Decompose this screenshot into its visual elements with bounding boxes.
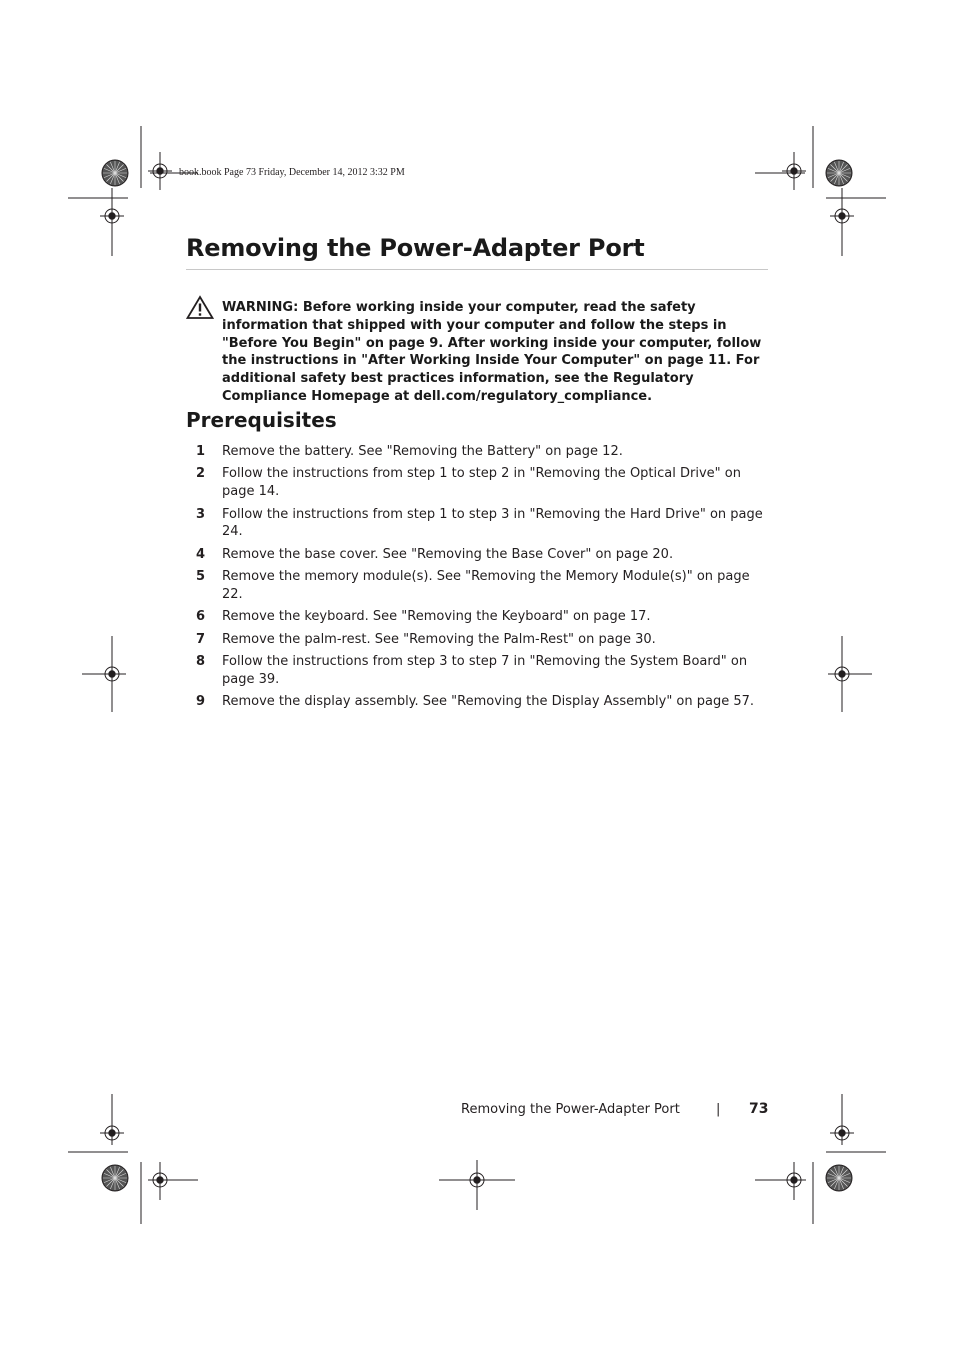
step-text: Follow the instructions from step 1 to step 3 in "Removing the Hard Drive" on page 24. (222, 506, 763, 540)
step-text: Follow the instructions from step 3 to step 7 in "Removing the System Board" on page 39. (222, 654, 748, 687)
step-number: 1 (196, 444, 206, 459)
list-item (186, 465, 768, 501)
step-number: 4 (196, 546, 206, 562)
page-title: Removing the Power-Adapter Port (186, 234, 645, 262)
footer-separator: | (716, 1102, 721, 1117)
list-item (186, 443, 768, 461)
prerequisites-heading: Prerequisites (186, 408, 337, 432)
list-item (186, 546, 768, 564)
warning-triangle-icon (186, 295, 214, 324)
step-number: 8 (196, 654, 206, 670)
warning-text: WARNING: Before working inside your computer, read the safety information that shipped with your computer and follow the steps in "Before You Begin" on page 9. After working inside your computer, follow the instructions in "After Working Inside Your Computer" on page 11. For additional safety best practices information, see the Regulatory Compliance Homepage at dell.com/regulatory_compliance. (222, 300, 762, 404)
footer-section-title: Removing the Power-Adapter Port (461, 1102, 680, 1117)
step-text: Remove the memory module(s). See "Removing the Memory Module(s)" on page 22. (222, 569, 750, 602)
list-item (186, 631, 768, 649)
list-item (186, 568, 768, 604)
list-item (186, 653, 768, 689)
step-number: 9 (196, 694, 206, 710)
step-text: Remove the base cover. See "Removing the Base Cover" on page 20. (222, 546, 674, 562)
step-number: 7 (196, 631, 206, 647)
step-text: Follow the instructions from step 1 to step 2 in "Removing the Optical Drive" on page 14. (222, 466, 741, 500)
step-text: Remove the keyboard. See "Removing the Keyboard" on page 17. (222, 609, 651, 625)
step-number: 6 (196, 609, 206, 625)
prerequisites-list (186, 443, 768, 716)
step-number: 5 (196, 569, 206, 585)
step-number: 3 (196, 506, 206, 522)
step-number: 2 (196, 466, 206, 482)
print-slug: book.book Page 73 Friday, December 14, 2012 3:32 PM (179, 167, 405, 178)
step-text: Remove the palm-rest. See "Removing the Palm-Rest" on page 30. (222, 631, 656, 647)
title-underline (186, 269, 768, 270)
list-item (186, 506, 768, 542)
list-item (186, 693, 768, 711)
page-number: 73 (749, 1101, 769, 1117)
step-text: Remove the battery. See "Removing the Battery" on page 12. (222, 444, 623, 459)
list-item (186, 608, 768, 626)
step-text: Remove the display assembly. See "Removing the Display Assembly" on page 57. (222, 694, 755, 710)
